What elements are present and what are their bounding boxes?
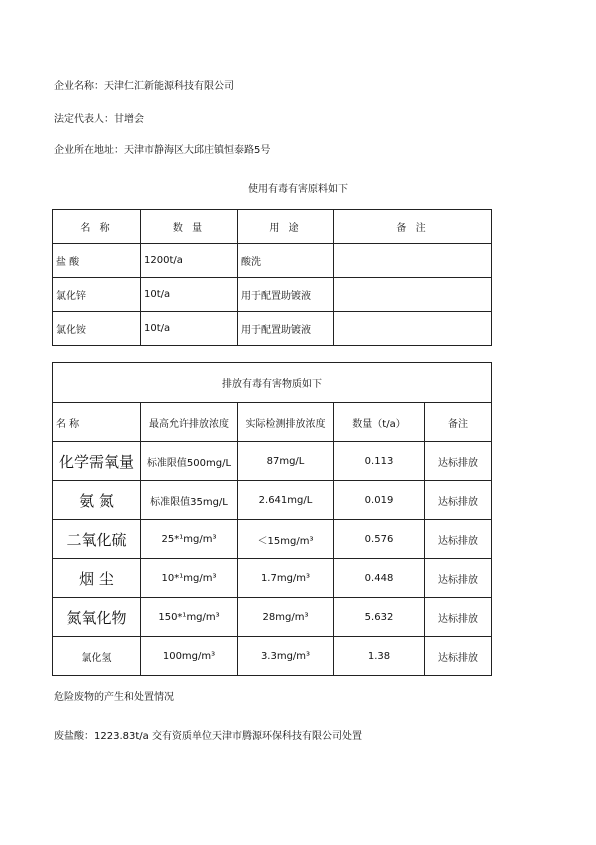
pollutant-actual: 28mg/m³ xyxy=(238,598,334,637)
pollutant-name: 氯化氢 xyxy=(53,637,141,676)
pollutant-actual: 3.3mg/m³ xyxy=(238,637,334,676)
header-note: 备 注 xyxy=(334,210,492,244)
material-use: 用于配置助镀液 xyxy=(238,312,334,346)
header-amount: 数量（t/a） xyxy=(334,403,425,442)
material-use: 用于配置助镀液 xyxy=(238,278,334,312)
material-quantity: 10t/a xyxy=(141,312,238,346)
company-address: 企业所在地址：天津市静海区大邱庄镇恒泰路5号 xyxy=(54,145,271,156)
pollutant-actual: 1.7mg/m³ xyxy=(238,559,334,598)
pollutant-limit: 标准限值35mg/L xyxy=(141,481,238,520)
material-note xyxy=(334,278,492,312)
table-row xyxy=(53,442,492,481)
pollutant-amount: 5.632 xyxy=(334,598,425,637)
pollutant-amount: 1.38 xyxy=(334,637,425,676)
emissions-caption-row xyxy=(53,363,492,403)
header-use: 用 途 xyxy=(238,210,334,244)
materials-table xyxy=(52,209,492,346)
pollutant-actual: 87mg/L xyxy=(238,442,334,481)
pollutant-amount: 0.113 xyxy=(334,442,425,481)
waste-acid-line: 废盐酸：1223.83t/a 交有资质单位天津市腾源环保科技有限公司处置 xyxy=(54,731,362,742)
emissions-table xyxy=(52,362,492,676)
pollutant-name: 氨 氮 xyxy=(53,481,141,520)
table-row xyxy=(53,244,492,278)
table-row xyxy=(53,598,492,637)
material-use: 酸洗 xyxy=(238,244,334,278)
company-name: 企业名称：天津仁汇新能源科技有限公司 xyxy=(54,81,234,92)
material-note xyxy=(334,244,492,278)
pollutant-limit: 10*¹mg/m³ xyxy=(141,559,238,598)
pollutant-note: 达标排放 xyxy=(425,481,492,520)
pollutant-note: 达标排放 xyxy=(425,559,492,598)
header-max-allowed: 最高允许排放浓度 xyxy=(141,403,238,442)
header-name: 名 称 xyxy=(53,403,141,442)
pollutant-name: 氮氧化物 xyxy=(53,598,141,637)
pollutant-actual: ＜15mg/m³ xyxy=(238,520,334,559)
material-quantity: 1200t/a xyxy=(141,244,238,278)
material-quantity: 10t/a xyxy=(141,278,238,312)
table-row xyxy=(53,637,492,676)
pollutant-limit: 25*¹mg/m³ xyxy=(141,520,238,559)
pollutant-name: 化学需氧量 xyxy=(53,442,141,481)
table-row xyxy=(53,559,492,598)
pollutant-limit: 150*¹mg/m³ xyxy=(141,598,238,637)
hazardous-waste-heading: 危险废物的产生和处置情况 xyxy=(54,692,174,703)
table-header-row xyxy=(53,403,492,442)
pollutant-name: 二氧化硫 xyxy=(53,520,141,559)
legal-representative: 法定代表人：甘增会 xyxy=(54,114,144,125)
header-name: 名 称 xyxy=(53,210,141,244)
table-row xyxy=(53,278,492,312)
material-name: 盐 酸 xyxy=(53,244,141,278)
pollutant-name: 烟 尘 xyxy=(53,559,141,598)
pollutant-amount: 0.448 xyxy=(334,559,425,598)
header-actual-measured: 实际检测排放浓度 xyxy=(238,403,334,442)
emissions-caption: 排放有毒有害物质如下 xyxy=(53,363,492,403)
table-row xyxy=(53,481,492,520)
material-name: 氯化铵 xyxy=(53,312,141,346)
material-name: 氯化锌 xyxy=(53,278,141,312)
material-note xyxy=(334,312,492,346)
header-quantity: 数 量 xyxy=(141,210,238,244)
pollutant-actual: 2.641mg/L xyxy=(238,481,334,520)
table-header-row xyxy=(53,210,492,244)
table-row xyxy=(53,312,492,346)
materials-caption: 使用有毒有害原料如下 xyxy=(248,184,348,195)
pollutant-note: 达标排放 xyxy=(425,442,492,481)
pollutant-note: 达标排放 xyxy=(425,520,492,559)
pollutant-amount: 0.576 xyxy=(334,520,425,559)
pollutant-note: 达标排放 xyxy=(425,598,492,637)
header-note: 备注 xyxy=(425,403,492,442)
pollutant-amount: 0.019 xyxy=(334,481,425,520)
pollutant-limit: 标准限值500mg/L xyxy=(141,442,238,481)
pollutant-note: 达标排放 xyxy=(425,637,492,676)
table-row xyxy=(53,520,492,559)
pollutant-limit: 100mg/m³ xyxy=(141,637,238,676)
